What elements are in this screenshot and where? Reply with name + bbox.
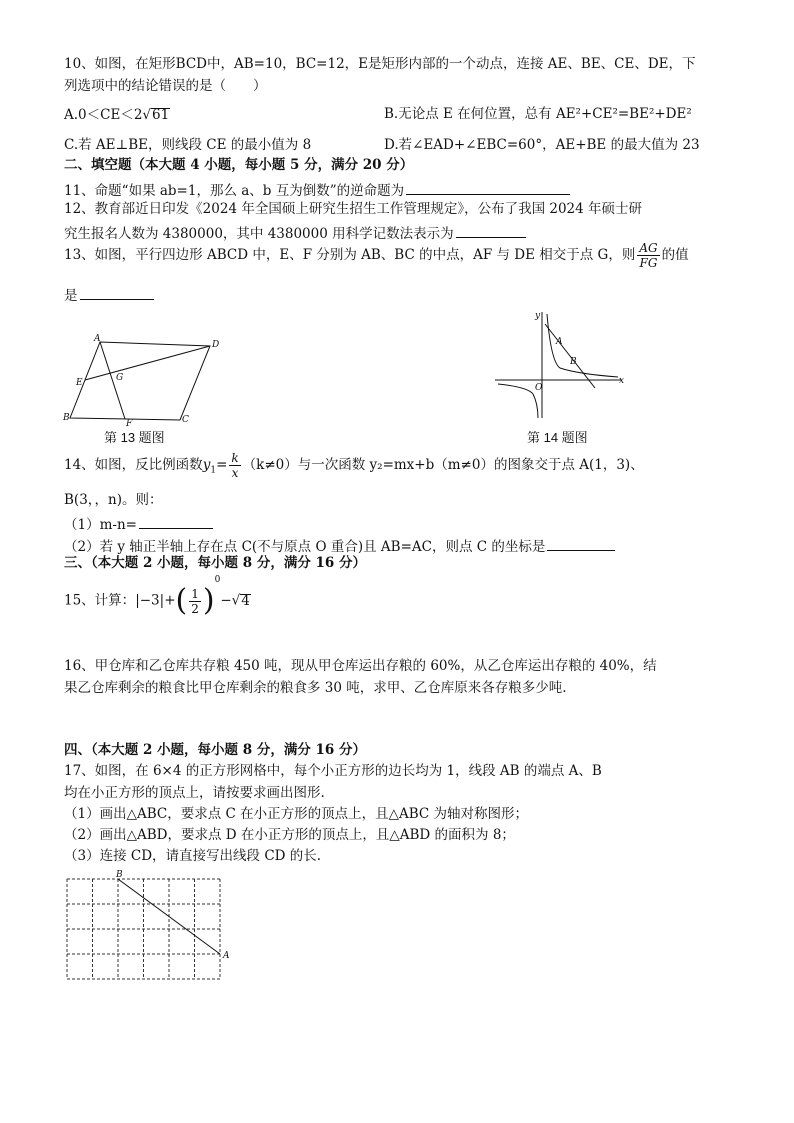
q10-option-d: D.若∠EAD+∠EBC=60°，AE+BE 的最大值为 23 [384,137,700,153]
q17-line1: 17、如图，在 6×4 的正方形网格中，每个小正方形的边长均为 1，线段 AB 的端点 A、B [64,763,602,779]
q16-line2: 果乙仓库剩余的粮食比甲仓库剩余的粮食多 30 吨，求甲、乙仓库原来各存粮多少吨. [64,680,567,696]
q14-part1 [64,515,213,533]
q13-line2-text: 是 [64,288,78,304]
q10-option-a-root: 61 [152,107,170,123]
hyperbola-branch-q3 [498,384,538,418]
q15-half [189,588,201,615]
q14-y1-subscript: 1 [210,465,217,476]
q12-line2-text: 究生报名人数为 4380000，其中 4380000 用科学记数法表示为 [64,226,454,242]
figure-17-grid [66,870,236,983]
q13-line1-post: 的值 [661,247,689,263]
q16-line1: 16、甲仓库和乙仓库共存粮 450 吨，现从甲仓库运出存粮的 60%，从乙仓库运出存粮的 40%，结 [64,658,657,674]
parallelogram-abcd [70,342,210,420]
q17-part2: （2）画出△ABD，要求点 D 在小正方形的顶点上，且△ABD 的面积为 8； [64,827,515,843]
q14-line1-text: 14、如图，反比例函数 [64,457,203,473]
fig14-label-b: B [570,357,577,367]
fig13-label-c: C [182,415,189,425]
q15-abs: |−3| [135,592,165,609]
q13-line1 [64,242,689,269]
q11-text: 11、命题“如果 ab=1，那么 a、b 互为倒数”的逆命题为 [64,183,405,199]
q14-part1-text: （1）m-n= [64,517,137,533]
section-3-heading: 三、（本大题 2 小题，每小题 8 分，满分 16 分） [64,555,367,571]
q11 [64,181,570,199]
q14-line1 [64,452,644,479]
q12-answer-blank[interactable] [456,224,526,238]
q14-part2 [64,537,615,555]
q15-exponent: 0 [214,575,221,585]
fig13-label-a: A [94,334,101,344]
fig13-label-g: G [116,373,124,383]
q13-line2 [64,286,154,304]
figure-14-caption: 第 14 题图 [527,430,588,445]
fig14-label-o: O [535,383,543,393]
section-2-heading: 二、填空题（本大题 4 小题，每小题 5 分，满分 20 分） [64,157,414,173]
q13-fraction [637,242,659,269]
q15-label: 15、计算： [64,592,136,609]
q17-line2: 均在小正方形的顶点上，请按要求画出图形. [64,785,325,801]
q10-stem-line2: 列选项中的结论错误的是（ ） [64,78,267,94]
sqrt-symbol: √ [142,107,152,123]
q14-part2-text: （2）若 y 轴正半轴上存在点 C(不与原点 O 重合)且 AB=AC，则点 C 的坐标是 [64,539,546,555]
section-4-heading: 四、（本大题 2 小题，每小题 8 分，满分 16 分） [64,742,367,758]
q13-frac-num: AG [639,241,658,255]
fig13-label-d: D [212,340,220,350]
q10-option-b: B.无论点 E 在何位置，总有 AE²+CE²=BE²+DE² [384,106,692,122]
q14-line1-post: （k≠0）与一次函数 y₂=mx+b（m≠0）的图象交于点 A(1，3)、 [242,457,644,473]
q11-answer-blank[interactable] [406,181,570,195]
q14-frac-num: k [231,451,239,465]
fig14-label-x: x [619,376,625,386]
fig14-label-a: A [556,337,563,347]
segment-de [85,346,210,380]
fig17-label-b: B [116,870,123,880]
q14-part1-answer-blank[interactable] [139,515,213,529]
fig13-label-e: E [76,378,83,388]
q12-line2 [64,224,526,242]
q15-minus: − [220,592,232,609]
q15-root: 4 [241,592,250,609]
q14-fraction [229,452,240,479]
q15-plus: + [164,592,176,609]
figure-14-graph [490,308,630,423]
q10-option-c: C.若 AE⊥BE，则线段 CE 的最小值为 8 [64,137,312,153]
q15-half-den: 2 [191,601,199,616]
q13-answer-blank[interactable] [80,286,154,300]
q12-line1: 12、教育部近日印发《2024 年全国硕上研究生招生工作管理规定》，公布了我国 2024 年硕士研 [64,201,643,217]
fig14-label-y: y [535,311,541,321]
q15-left-paren: ( [175,583,188,618]
fig17-label-a: A [223,951,230,961]
q14-equals: = [216,457,228,473]
q14-frac-den: x [231,466,239,480]
q13-line1-text: 13、如图，平行四边形 ABCD 中，E、F 分别为 AB、BC 的中点，AF 与 DE 相交于点 G，则 [64,247,636,263]
q13-frac-den: FG [639,256,658,270]
q14-line2: B(3，，n)。则： [64,492,163,508]
q10-option-a [64,108,170,123]
q17-part3: （3）连接 CD，请直接写出线段 CD 的长. [64,848,322,864]
fig13-label-f: F [126,419,133,429]
q14-y1: y [202,457,211,473]
q10-stem-line1: 10、如图，在矩形BCD中，AB=10，BC=12，E是矩形内部的一个动点，连接 AE、BE、CE、DE，下 [64,56,696,72]
q15-half-num: 1 [191,586,199,601]
q14-part2-answer-blank[interactable] [547,537,615,551]
grid-lines [67,879,220,979]
sqrt-symbol: √ [231,592,241,609]
figure-13-caption: 第 13 题图 [104,430,165,445]
line-y2 [545,324,595,388]
q10-option-a-text: A.0＜CE＜2 [64,107,143,123]
figure-13-parallelogram [60,330,240,430]
q17-part1: （1）画出△ABC，要求点 C 在小正方形的顶点上，且△ABC 为轴对称图形； [64,806,529,822]
q15-expression [64,575,251,618]
fig13-label-b: B [63,413,70,423]
q15-right-paren: ) [202,583,215,618]
